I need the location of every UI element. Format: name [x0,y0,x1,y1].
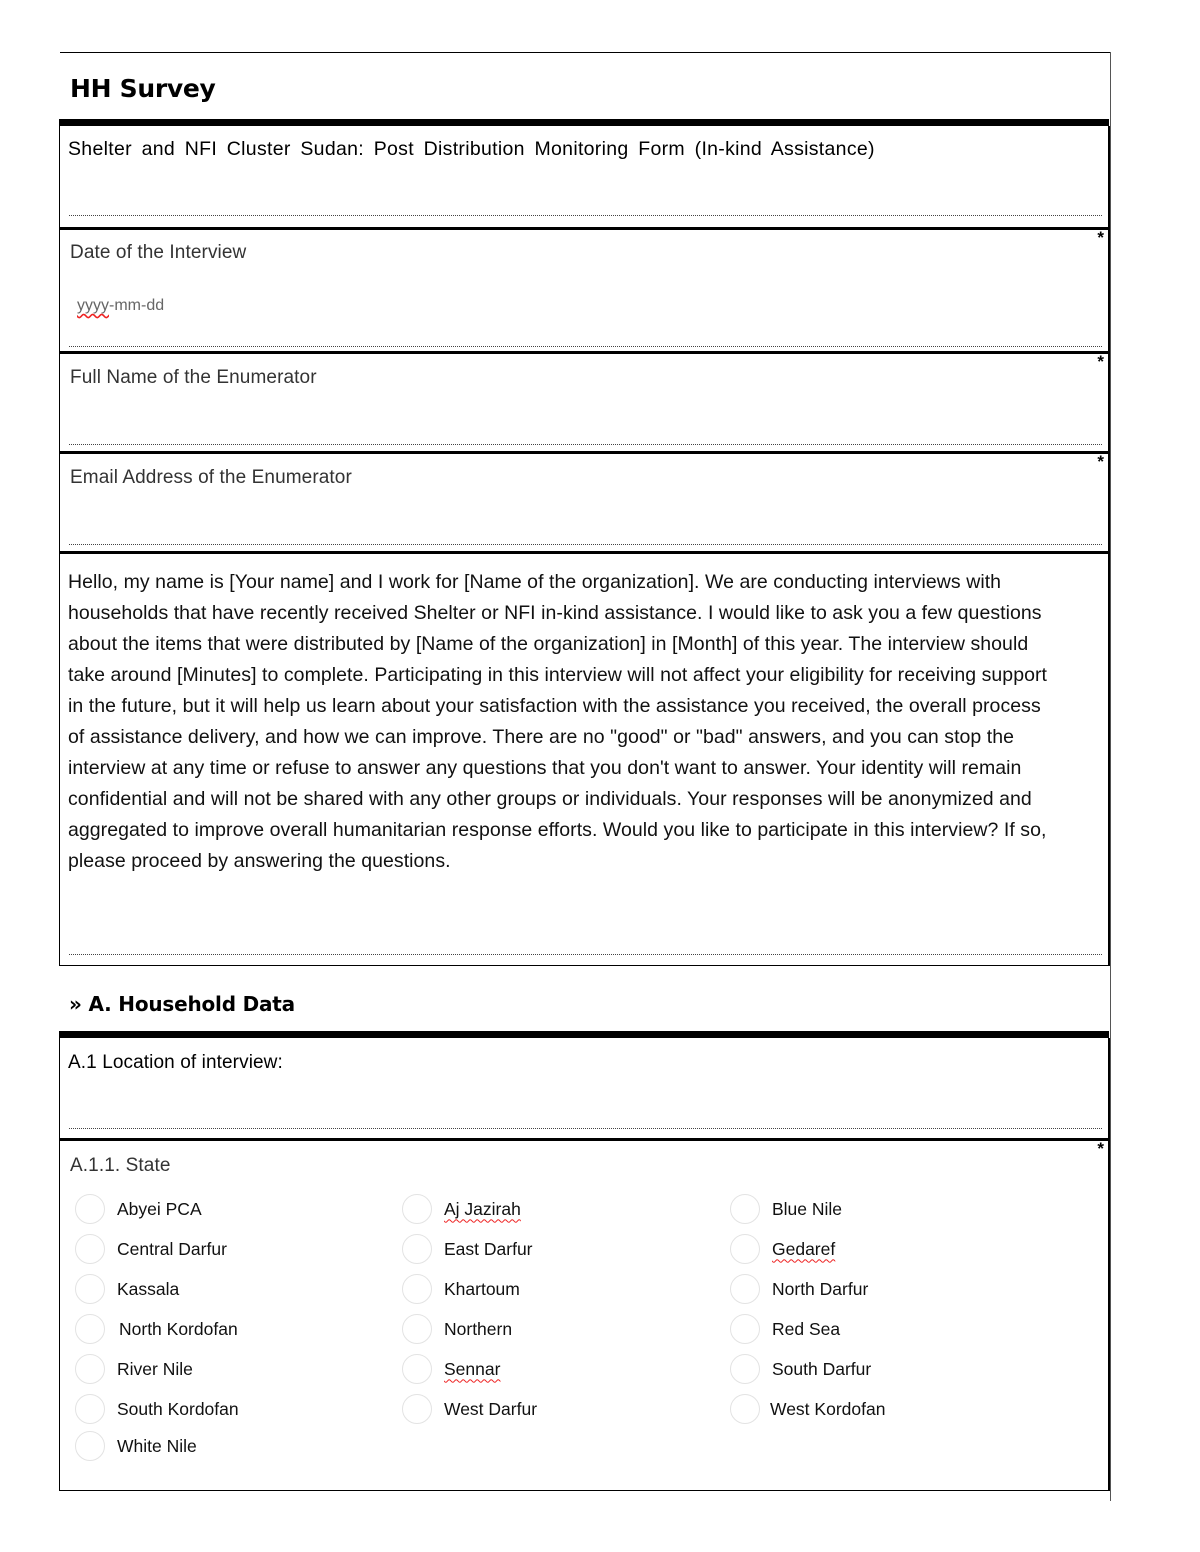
radio-circle-icon[interactable] [402,1354,432,1384]
radio-option-blue-nile[interactable] [730,1193,842,1225]
consent-intro-box [59,551,1110,966]
option-label: Red Sea [772,1318,841,1339]
radio-option-north-darfur[interactable] [730,1273,868,1305]
radio-circle-icon[interactable] [75,1314,105,1344]
option-label: Northern [444,1318,513,1339]
dotted-divider [69,215,1102,216]
radio-option-river-nile[interactable] [75,1353,193,1385]
location-note: A.1 Location of interview: [68,1052,283,1073]
option-label: Blue Nile [772,1198,843,1219]
radio-circle-icon[interactable] [730,1314,760,1344]
option-label: West Kordofan [770,1398,886,1419]
option-label: Aj Jazirah [444,1198,521,1219]
radio-option-south-darfur[interactable] [730,1353,871,1385]
date-input[interactable] [77,297,164,315]
radio-option-northern[interactable] [402,1313,512,1345]
radio-circle-icon[interactable] [75,1354,105,1384]
radio-option-aj-jazirah[interactable] [402,1193,521,1225]
option-label: West Darfur [444,1398,538,1419]
radio-circle-icon[interactable] [75,1431,105,1461]
question-date-of-interview [59,227,1110,353]
consent-intro-text: Hello, my name is [Your name] and I work for [Name of the organization]. We are conducting interviews with households that have recently received Shelter or NFI in-kind assistance. I would like to ask you a few questions about the items that were distributed by [Name of the organization] in [Month] of this year. The interview should take around [Minutes] to complete. Participating in this interview will not affect your eligibility for receiving support in the future, but it will help us learn about your satisfaction with the assistance you received, the overall process of assistance delivery, and how we can improve. There are no "good" or "bad" answers, and you can stop the interview at any time or refuse to answer any questions that you don't want to answer. Your identity will remain confidential and will not be shared with any other groups or individuals. Your responses will be anonymized and aggregated to improve overall humanitarian response efforts. Would you like to participate in this interview? If so, please proceed by answering the questions. [68,571,1047,872]
form-title: HH Survey [70,74,216,103]
option-label: North Kordofan [119,1318,238,1339]
radio-option-south-kordofan[interactable] [75,1393,239,1425]
question-enumerator-name [59,351,1110,454]
radio-option-white-nile[interactable] [75,1430,197,1462]
question-label: Full Name of the Enumerator [70,367,317,388]
option-label: Sennar [444,1358,501,1379]
option-label: White Nile [117,1435,197,1456]
question-label: A.1.1. State [70,1155,171,1176]
radio-circle-icon[interactable] [75,1274,105,1304]
radio-circle-icon[interactable] [730,1354,760,1384]
question-label: Date of the Interview [70,242,247,263]
option-label: South Kordofan [117,1398,239,1419]
input-underline [69,444,1102,445]
input-underline [69,544,1102,545]
radio-option-khartoum[interactable] [402,1273,520,1305]
required-asterisk-icon: * [1097,1139,1104,1158]
radio-circle-icon[interactable] [75,1194,105,1224]
radio-circle-icon[interactable] [730,1274,760,1304]
option-label: Abyei PCA [117,1198,202,1219]
option-label: North Darfur [772,1278,869,1299]
radio-option-abyei-pca[interactable] [75,1193,202,1225]
required-asterisk-icon: * [1097,452,1104,471]
location-note-box [59,1038,1110,1140]
date-placeholder-year: yyyy [77,297,109,314]
radio-circle-icon[interactable] [75,1234,105,1264]
option-label: Kassala [117,1278,180,1299]
option-label: Gedaref [772,1238,836,1259]
option-label: Central Darfur [117,1238,227,1259]
radio-option-central-darfur[interactable] [75,1233,227,1265]
radio-option-east-darfur[interactable] [402,1233,533,1265]
dotted-divider [69,954,1102,955]
option-label: River Nile [117,1358,193,1379]
radio-circle-icon[interactable] [730,1194,760,1224]
section-divider-bar [59,1031,1109,1038]
required-asterisk-icon: * [1097,228,1104,247]
radio-option-red-sea[interactable] [730,1313,840,1345]
date-placeholder-rest: -mm-dd [109,297,165,314]
question-state [59,1138,1110,1491]
radio-circle-icon[interactable] [402,1314,432,1344]
radio-circle-icon[interactable] [730,1234,760,1264]
date-input-underline [69,346,1102,347]
option-label: East Darfur [444,1238,533,1259]
radio-option-kassala[interactable] [75,1273,179,1305]
radio-circle-icon[interactable] [402,1274,432,1304]
dotted-divider [69,1128,1102,1129]
page-top-border [60,52,1111,53]
radio-option-gedaref[interactable] [730,1233,835,1265]
enumerator-email-input[interactable] [69,504,1102,544]
radio-option-west-kordofan[interactable] [730,1393,885,1425]
required-asterisk-icon: * [1097,352,1104,371]
form-description: Shelter and NFI Cluster Sudan: Post Distribution Monitoring Form (In-kind Assistance) [68,138,875,160]
radio-circle-icon[interactable] [402,1234,432,1264]
question-enumerator-email [59,451,1110,554]
radio-circle-icon[interactable] [402,1394,432,1424]
title-divider-bar [59,119,1109,126]
form-description-box [59,126,1110,229]
question-label: Email Address of the Enumerator [70,467,352,488]
enumerator-name-input[interactable] [69,404,1102,444]
radio-circle-icon[interactable] [402,1194,432,1224]
radio-option-north-kordofan[interactable] [75,1313,238,1345]
radio-circle-icon[interactable] [730,1394,760,1424]
radio-circle-icon[interactable] [75,1394,105,1424]
radio-option-sennar[interactable] [402,1353,500,1385]
page-right-edge [1110,52,1111,1501]
section-header-household-data: » A. Household Data [69,992,295,1016]
radio-option-west-darfur[interactable] [402,1393,537,1425]
option-label: South Darfur [772,1358,872,1379]
option-label: Khartoum [444,1278,520,1299]
